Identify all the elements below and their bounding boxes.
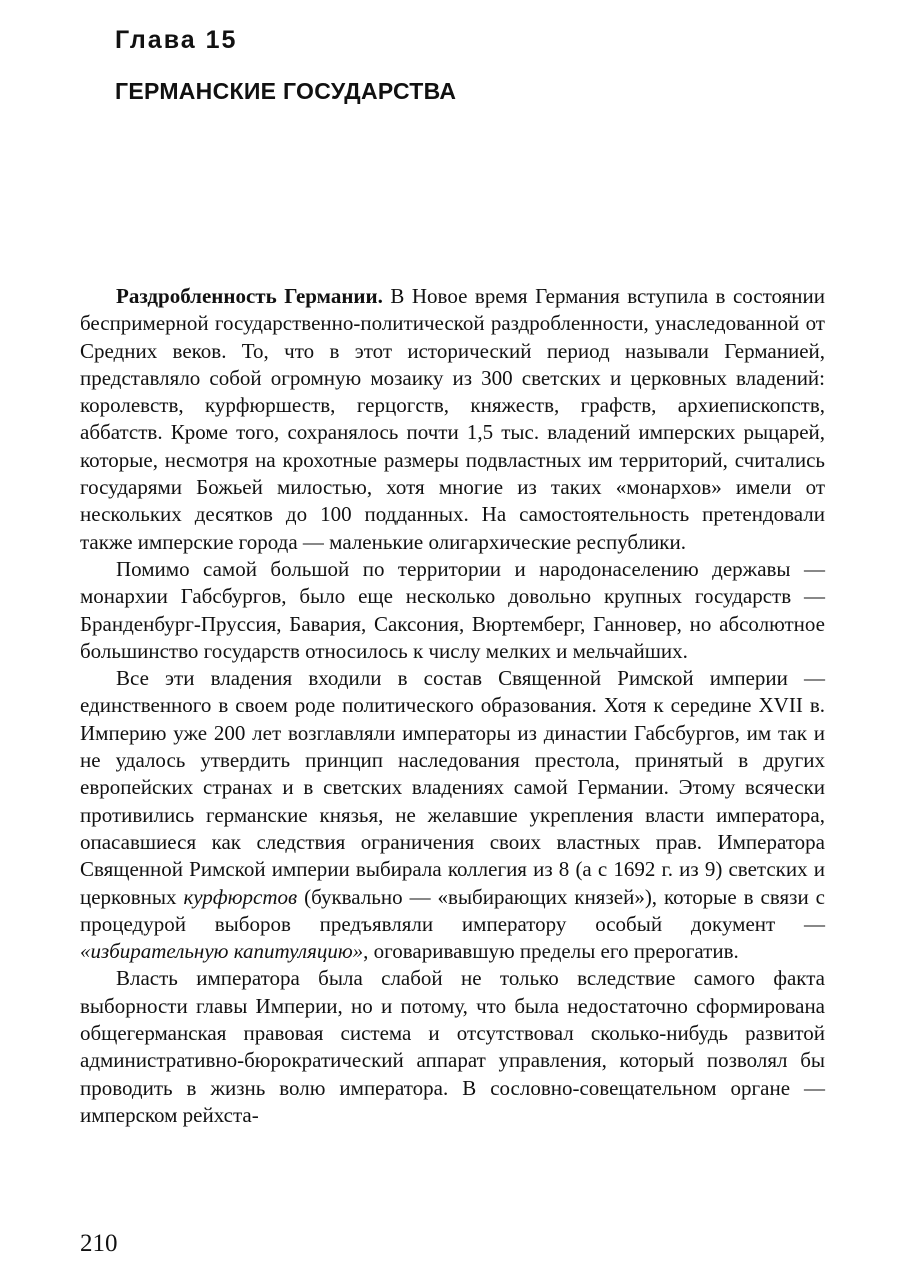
section-heading-inline: Раздробленность Германии. xyxy=(116,284,383,308)
page-number: 210 xyxy=(80,1230,118,1257)
paragraph-2: Помимо самой большой по территории и народонаселению державы — монархии Габсбургов, было еще несколько довольно крупных государств — Бранденбург-Пруссия, Бавария, Саксония, Вюртемберг, Ганновер, но абсолютное большинство государств относилось к числу мелких и мельчайших. xyxy=(80,556,825,663)
term-kurfursten: курфюрстов xyxy=(183,884,298,909)
paragraph-3-text-c: , оговаривавшую пределы его прерогатив. xyxy=(363,939,739,964)
paragraph-3-text-a: Все эти владения входили в состав Священной Римской империи — единственного в своем роде политического образования. Хотя к середине XVII в. Империю уже 200 лет возглавляли императоры из династии Габсбургов, им так и не удалось утвердить принцип наследования престола, принятый в других европейских странах и в светских владениях самой Германии. Этому всячески противились германские князья, не желавшие укрепления власти императора, опасавшиеся как следствия ограничения своих властных прав. Императора Священной Римской империи выбирала коллегия из 8 (а с 1692 г. из 9) светских и церковных xyxy=(80,666,825,909)
paragraph-1-text: В Новое время Германия вступила в состоянии беспримерной государственно-политической раздробленности, унаследованной от Средних веков. То, что в этот исторический период называли Германией, представляло собой огромную мозаику из 300 светских и церковных владений: королевств, курфюршеств, герцогств, княжеств, графств, архиепископств, аббатств. Кроме того, сохранялось почти 1,5 тыс. владений имперских рыцарей, которые, несмотря на крохотные размеры подвластных им территорий, считались государями Божьей милостью, хотя многие из таких «монархов» имели от нескольких десятков до 100 подданных. На самостоятельность претендовали также имперские города — маленькие олигархические республики. xyxy=(80,284,825,554)
chapter-body xyxy=(80,283,825,1129)
chapter-title: ГЕРМАНСКИЕ ГОСУДАРСТВА xyxy=(115,78,457,104)
paragraph-1 xyxy=(80,283,825,556)
paragraph-4: Власть императора была слабой не только вследствие самого факта выборности главы Империи, но и потому, что была недостаточно сформирована общегерманская правовая система и отсутствовал сколько-нибудь развитой административно-бюрократический аппарат управления, который позволял бы проводить в жизнь волю императора. В сословно-совещательном органе — имперском рейхста- xyxy=(80,966,825,1127)
paragraph-3-text-b: (буквально — «выбирающих князей»), которые в связи с процедурой выборов предъявляли императору особый документ — xyxy=(80,884,825,936)
term-election-capitulation: «избирательную капитуляцию» xyxy=(80,939,364,964)
chapter-label: Глава 15 xyxy=(115,26,238,54)
paragraph-3 xyxy=(80,665,825,965)
